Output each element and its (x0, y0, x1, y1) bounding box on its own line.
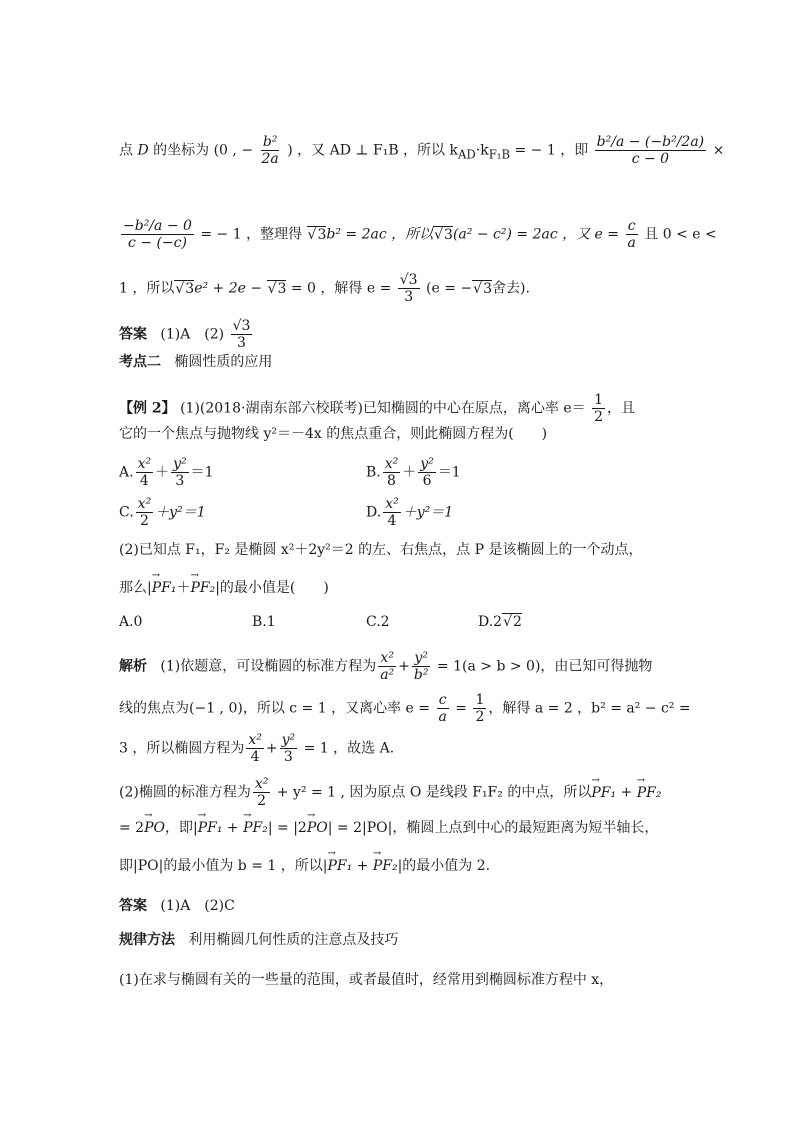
solution-line-1: 点 D 的坐标为 (0 , − $\frac{\text{b²}}{2a}$ ) ，又 AD ⊥ F₁B ，所以 $k_{AD}\cdot k_{F_1B}$ = − 1 ，即 $\frac{\text{b²/a − (−b²/2a)}}{c - 0}$ × (119, 134, 725, 167)
solution-2-line-3: 3 ，所以椭圆方程为 $\frac{\text{x²}}{4}$ + $\frac{\text{y²}}{3}$ = 1 ，故选 A. (119, 732, 395, 765)
section-heading: 考点二 椭圆性质的应用 (119, 354, 273, 370)
solution-2-line-4: (2)椭圆的标准方程为 $\frac{\text{x²}}{2}$ + y² = 1 , 因为原点 O 是线段 F₁F₂ 的中点，所以→ PF₁ + → PF₂ (119, 776, 661, 809)
method-heading: 规律方法 利用椭圆几何性质的注意点及技巧 (119, 932, 399, 948)
frac: $\frac{c}{a}$ (438, 692, 447, 725)
question-2-line-1: (2)已知点 F₁，F₂ 是椭圆 x²＋2y²＝2 的左、右焦点，点 P 是该椭圆上的一个动点， (119, 542, 643, 558)
fraction-b2-over-2a: $\frac{\text{b²}}{2a}$ (261, 134, 279, 167)
answer-1: 答案 (1)A (2) $\frac{√3}{3}$ (119, 318, 251, 351)
fraction-c-over-a: $\frac{c}{a}$ (627, 218, 636, 251)
solution-line-2: $\frac{\text{−b²/a − 0}}{c - (-c)}$ = − 1 ，整理得 √ 3b² = 2ac ，所以√ 3(a² − c²) = 2ac ，又 e = $\frac{c}{a}$ 且 0 < e < (119, 218, 717, 251)
method-line-1: (1)在求与椭圆有关的一些量的范围，或者最值时，经常用到椭圆标准方程中 x， (119, 972, 614, 988)
frac: $\frac{\text{x²}}{4}$ (248, 732, 262, 765)
answer-2: 答案 (1)A (2)C (119, 898, 235, 914)
frac: $\frac{\text{y²}}{\text{b²}}$ (413, 650, 429, 683)
fraction-one-half: $\frac{1}{2}$ (594, 392, 604, 425)
frac: $\frac{\text{x²}}{2}$ (137, 496, 152, 529)
option-2d: D.2√ 2 (478, 614, 522, 630)
frac: $\frac{\text{x²}}{4}$ (137, 456, 152, 489)
question-2-line-2: 那么|→ PF₁＋→ PF₂|的最小值是( ) (119, 578, 329, 598)
frac: $\frac{\text{y²}}{3}$ (281, 732, 296, 765)
fraction-sqrt3-over-3: $\frac{√3}{3}$ (399, 272, 418, 305)
solution-2-line-1: 解析 (1)依题意，可设椭圆的标准方程为 $\frac{\text{x²}}{\text{a²}}$ + $\frac{\text{y²}}{\text{b²}}$ = 1(a > b > 0)，由已知可得抛物 (119, 650, 653, 683)
option-a: A. $\frac{\text{x²}}{4}$ ＋ $\frac{\text{y²}}{3}$ ＝1 (119, 456, 214, 489)
fraction-slope-2: $\frac{\text{−b²/a − 0}}{c - (-c)}$ (123, 218, 192, 251)
option-d: D. $\frac{\text{x²}}{4}$ ＋y²＝1 (366, 496, 454, 529)
frac: $\frac{\text{x²}}{8}$ (384, 456, 399, 489)
solution-line-3: 1 ，所以√ 3e² + 2e − √ 3 = 0 ，解得 e = $\frac{√3}{3}$ (e = −√ 3舍去). (119, 272, 530, 305)
option-2b: B.1 (252, 614, 276, 630)
example-2-line-1: 【例 2】 (1)(2018·湖南东部六校联考)已知椭圆的中心在原点，离心率 e＝ $\frac{1}{2}$ ，且 (119, 392, 636, 425)
solution-2-line-5: = 2→ PO，即|→ PF₁ + → PF₂| = |2→ PO| = 2|PO|，椭圆上点到中心的最短距离为短半轴长， (119, 818, 658, 838)
example-2-line-2: 它的一个焦点与抛物线 y²＝－4x 的焦点重合，则此椭圆方程为( ) (119, 426, 548, 442)
option-2a: A.0 (119, 614, 143, 630)
fraction-slope: $\frac{\text{b²/a − (−b²/2a)}}{c - 0}$ (596, 134, 705, 167)
frac: $\frac{\text{x²}}{\text{a²}}$ (380, 650, 395, 683)
option-b: B. $\frac{\text{x²}}{8}$ ＋ $\frac{\text{y²}}{6}$ ＝1 (366, 456, 461, 489)
frac: $\frac{1}{2}$ (475, 692, 485, 725)
option-2c: C.2 (366, 614, 390, 630)
frac: $\frac{\text{x²}}{4}$ (385, 496, 399, 529)
solution-2-line-6: 即|PO|的最小值为 b = 1 ，所以|→ PF₁ + → PF₂|的最小值为 2. (119, 856, 490, 876)
option-c: C. $\frac{\text{x²}}{2}$ ＋y²＝1 (119, 496, 206, 529)
answer-fraction: $\frac{√3}{3}$ (232, 318, 251, 351)
frac: $\frac{\text{y²}}{3}$ (173, 456, 187, 489)
solution-2-line-2: 线的焦点为(−1 , 0)，所以 c = 1 ，又离心率 e = $\frac{c}{a}$ = $\frac{1}{2}$ ，解得 a = 2 ，b² = a² − c² = (119, 692, 691, 725)
frac: $\frac{\text{y²}}{6}$ (420, 456, 434, 489)
frac: $\frac{\text{x²}}{2}$ (254, 776, 269, 809)
